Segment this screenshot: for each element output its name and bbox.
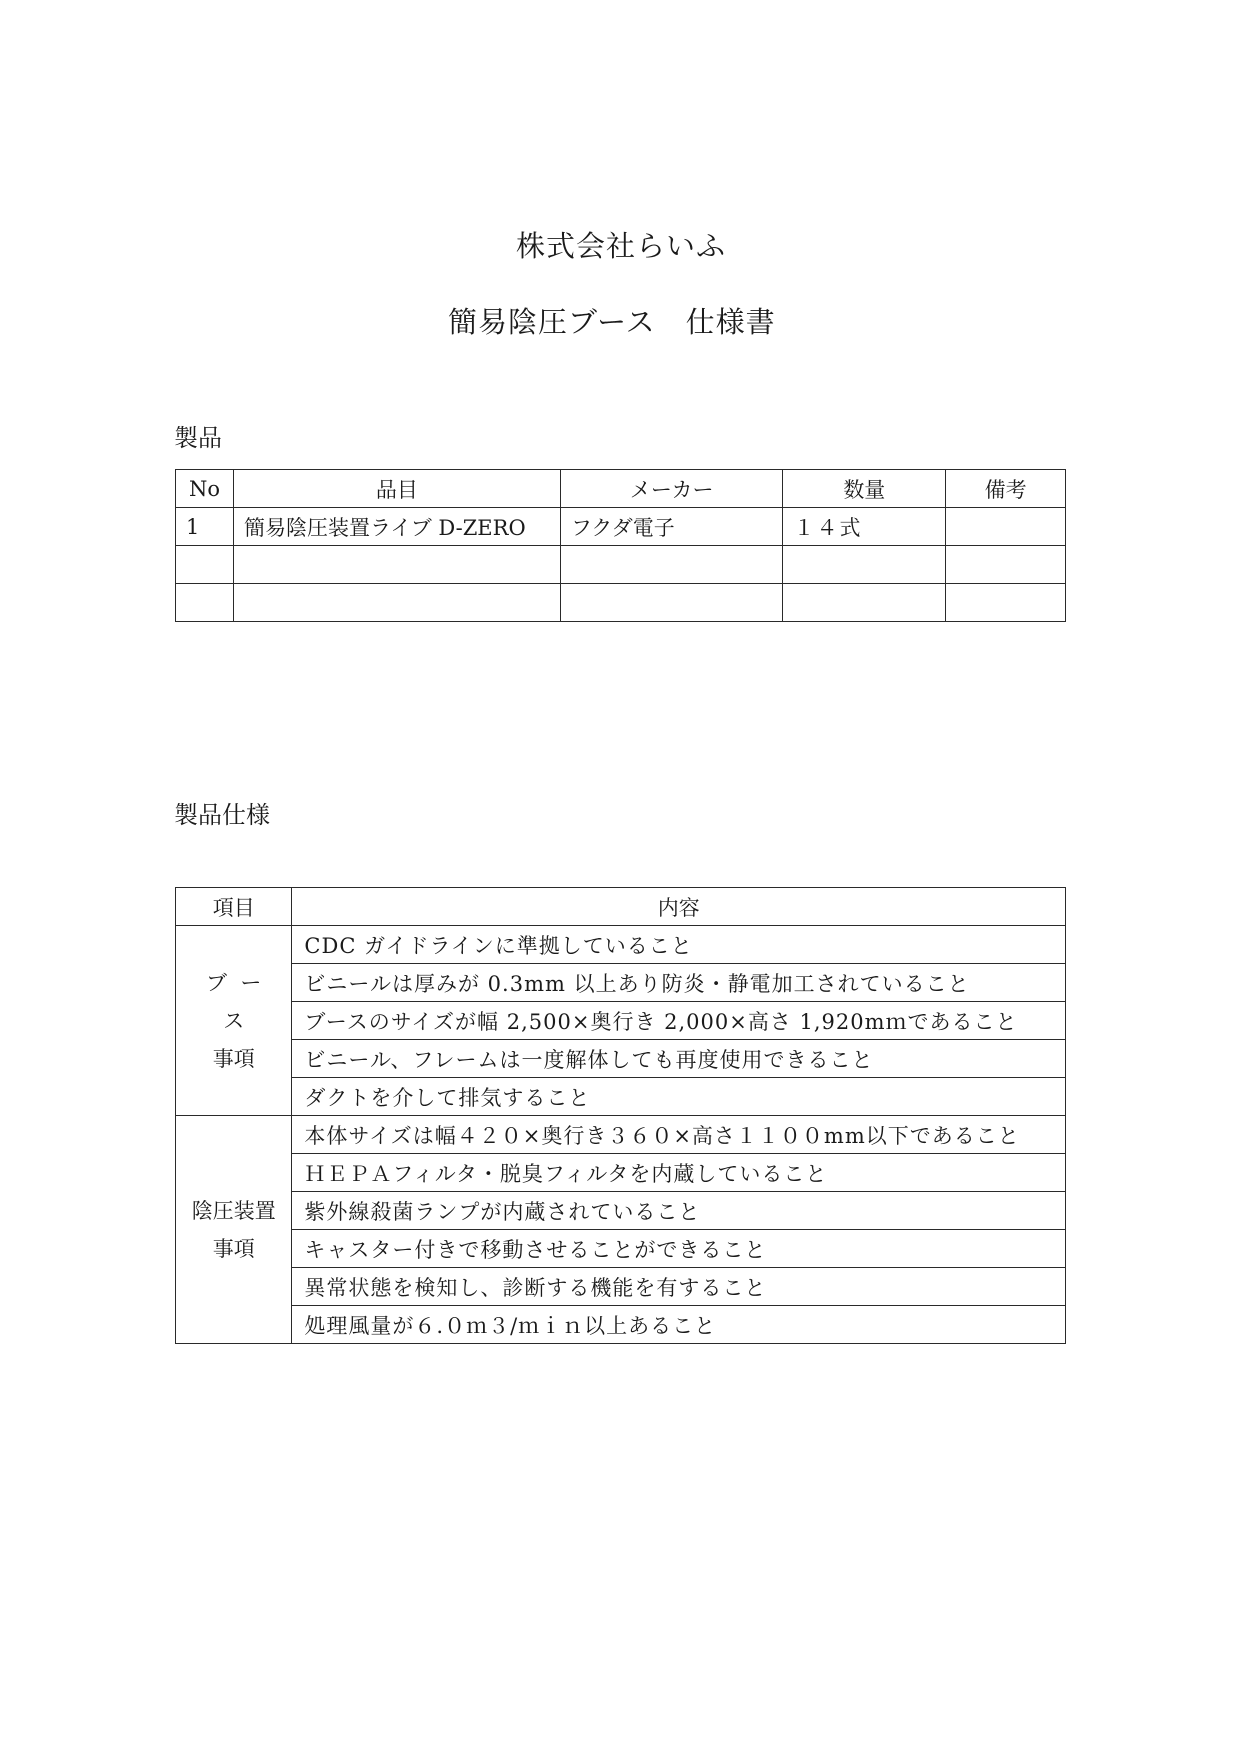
spec-item: キャスター付きで移動させることができること bbox=[292, 1230, 1066, 1268]
cell-remarks bbox=[946, 508, 1066, 546]
spec-item: ダクトを介して排気すること bbox=[292, 1078, 1066, 1116]
cell-remarks bbox=[946, 584, 1066, 622]
spec-item: ビニールは厚みが 0.3mm 以上あり防炎・静電加工されていること bbox=[292, 964, 1066, 1002]
spec-item: 紫外線殺菌ランプが内蔵されていること bbox=[292, 1192, 1066, 1230]
table-row bbox=[176, 1154, 1066, 1192]
column-header-content: 内容 bbox=[292, 888, 1066, 926]
table-header-row bbox=[176, 888, 1066, 926]
column-header-maker: メーカー bbox=[560, 470, 783, 508]
cell-item bbox=[233, 546, 560, 584]
table-header-row bbox=[176, 470, 1066, 508]
table-row bbox=[176, 1306, 1066, 1344]
column-header-remarks: 備考 bbox=[946, 470, 1066, 508]
products-table bbox=[175, 469, 1066, 622]
cell-maker: フクダ電子 bbox=[560, 508, 783, 546]
cell-no bbox=[176, 546, 234, 584]
table-row bbox=[176, 1230, 1066, 1268]
products-heading: 製品 bbox=[174, 424, 222, 452]
document-title: 簡易陰圧ブース 仕様書 bbox=[448, 305, 776, 339]
spec-item: CDC ガイドラインに準拠していること bbox=[292, 926, 1066, 964]
table-row bbox=[176, 1040, 1066, 1078]
table-row bbox=[176, 1268, 1066, 1306]
spec-item: 異常状態を検知し、診断する機能を有すること bbox=[292, 1268, 1066, 1306]
column-header-no: No bbox=[176, 470, 234, 508]
table-row bbox=[176, 546, 1066, 584]
cell-item: 簡易陰圧装置ライブ D-ZERO bbox=[233, 508, 560, 546]
table-row bbox=[176, 508, 1066, 546]
table-row bbox=[176, 926, 1066, 964]
cell-maker bbox=[560, 546, 783, 584]
spec-item: 処理風量が６.０ｍ３/ｍｉｎ以上あること bbox=[292, 1306, 1066, 1344]
category-cell-negative-pressure bbox=[176, 1116, 292, 1344]
cell-no: 1 bbox=[176, 508, 234, 546]
spec-item: ＨＥＰＡフィルタ・脱臭フィルタを内蔵していること bbox=[292, 1154, 1066, 1192]
table-row bbox=[176, 1078, 1066, 1116]
cell-item bbox=[233, 584, 560, 622]
column-header-category: 項目 bbox=[176, 888, 292, 926]
category-label-line1: 陰圧装置 bbox=[191, 1198, 276, 1223]
category-label-line2: 事項 bbox=[212, 1046, 255, 1071]
spec-item: ブースのサイズが幅 2,500×奥行き 2,000×高さ 1,920mｍであること bbox=[292, 1002, 1066, 1040]
table-row bbox=[176, 964, 1066, 1002]
spec-item: ビニール、フレームは一度解体しても再度使用できること bbox=[292, 1040, 1066, 1078]
category-label-line1: ブース bbox=[206, 970, 276, 1033]
column-header-quantity: 数量 bbox=[783, 470, 946, 508]
table-row bbox=[176, 1192, 1066, 1230]
cell-remarks bbox=[946, 546, 1066, 584]
category-label-line2: 事項 bbox=[212, 1236, 255, 1261]
table-row bbox=[176, 1116, 1066, 1154]
table-row bbox=[176, 1002, 1066, 1040]
cell-quantity bbox=[783, 546, 946, 584]
column-header-item: 品目 bbox=[233, 470, 560, 508]
cell-no bbox=[176, 584, 234, 622]
specs-heading: 製品仕様 bbox=[174, 801, 270, 829]
table-row bbox=[176, 584, 1066, 622]
cell-quantity bbox=[783, 584, 946, 622]
spec-item: 本体サイズは幅４２０×奥行き３６０×高さ１１００mm以下であること bbox=[292, 1116, 1066, 1154]
category-cell-booth bbox=[176, 926, 292, 1116]
cell-maker bbox=[560, 584, 783, 622]
company-name: 株式会社らいふ bbox=[515, 229, 726, 263]
specs-table bbox=[175, 887, 1066, 1344]
cell-quantity: １４式 bbox=[783, 508, 946, 546]
